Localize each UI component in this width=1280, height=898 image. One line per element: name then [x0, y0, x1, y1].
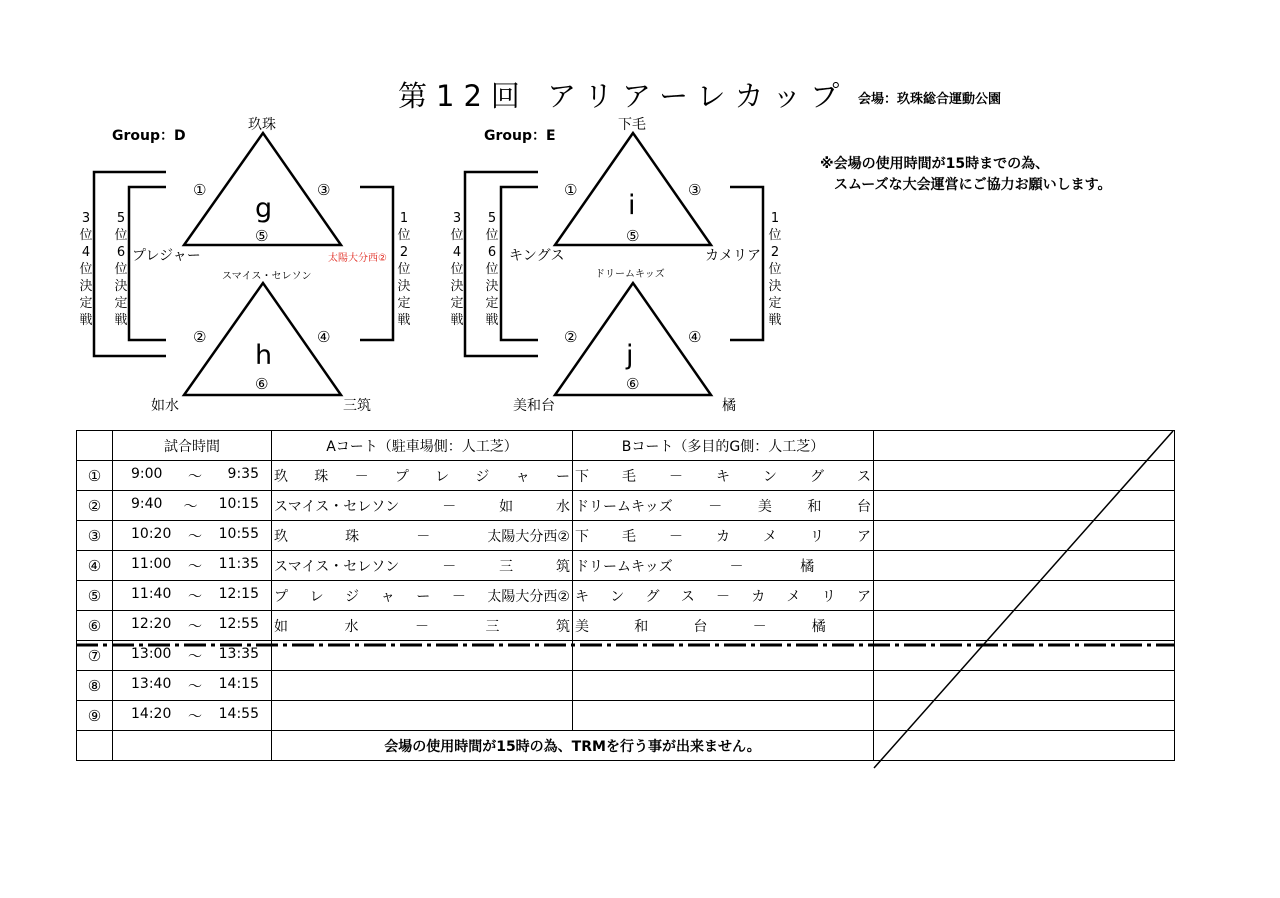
- court-b-match: [573, 581, 874, 611]
- bracket-label: 3位4位決定戦: [450, 211, 464, 328]
- match-text: レ: [309, 588, 324, 605]
- time-start: 9:40: [131, 495, 163, 512]
- time-start: 10:20: [131, 525, 172, 542]
- court-a-match: [272, 461, 573, 491]
- bracket-label: 3位4位決定戦: [79, 211, 93, 328]
- court-b-match: [573, 701, 874, 731]
- match-text: ン: [763, 468, 777, 485]
- venue-label: 会場：玖珠総合運動公園: [858, 92, 1002, 107]
- match-text: 珠: [345, 528, 360, 545]
- match-text: ア: [857, 528, 871, 545]
- match-text: 下: [575, 468, 589, 485]
- match-text: キ: [575, 588, 589, 605]
- court-b-match: [573, 551, 874, 581]
- match-text: カ: [716, 528, 730, 545]
- match-text: －: [729, 558, 744, 575]
- court-a-match: [272, 521, 573, 551]
- court-a-match: [272, 701, 573, 731]
- time-sep: ～: [188, 648, 202, 665]
- match-text: ジ: [475, 468, 490, 485]
- match-text: グ: [645, 588, 660, 605]
- match-text: 下: [575, 528, 589, 545]
- match-text: 橘: [800, 558, 815, 575]
- team-label: プレジャー: [132, 248, 201, 264]
- match-text: ジ: [345, 588, 360, 605]
- time-start: 14:20: [131, 705, 172, 722]
- time-sep: ～: [188, 468, 202, 485]
- team-label: 太陽大分西②: [328, 253, 387, 264]
- match-text: 三: [499, 558, 514, 575]
- time-sep: ～: [188, 678, 202, 695]
- match-text: －: [669, 528, 683, 545]
- match-marker: ③: [688, 181, 702, 199]
- match-time: [113, 551, 272, 581]
- match-text: メ: [763, 528, 777, 545]
- match-number: ⑧: [77, 671, 113, 701]
- team-label: スマイス・セレソン: [222, 271, 312, 282]
- match-text: ー: [416, 588, 431, 605]
- match-text: －: [442, 558, 457, 575]
- court-b-match: [573, 461, 874, 491]
- match-marker: ④: [688, 328, 702, 346]
- team-label: 三筑: [343, 398, 371, 414]
- match-marker: ③: [317, 181, 331, 199]
- team-label: 美和台: [513, 398, 555, 414]
- time-sep: ～: [188, 618, 202, 635]
- time-start: 12:20: [131, 615, 172, 632]
- match-text: レ: [435, 468, 450, 485]
- match-text: ス: [857, 468, 871, 485]
- court-a-match: [272, 581, 573, 611]
- page-title: 第12回 アリアーレカップ: [398, 79, 849, 113]
- time-end: 10:15: [218, 495, 259, 512]
- footer-note: 会場の使用時間が15時の為、TRMを行う事が出来ません。: [272, 731, 874, 761]
- match-time: [113, 491, 272, 521]
- team-label: カメリア: [705, 248, 761, 264]
- match-text: －: [415, 618, 429, 635]
- match-text: プ: [394, 468, 409, 485]
- match-marker: ②: [193, 328, 207, 346]
- match-text: ドリームキッズ: [575, 498, 673, 515]
- header-no: [77, 431, 113, 461]
- match-text: 太陽大分西②: [487, 528, 570, 545]
- match-number: ④: [77, 551, 113, 581]
- match-text: －: [669, 468, 683, 485]
- match-text: －: [752, 618, 767, 635]
- match-text: ス: [680, 588, 695, 605]
- bracket-label: 5位6位決定戦: [485, 211, 499, 328]
- match-text: －: [451, 588, 466, 605]
- match-text: －: [708, 498, 723, 515]
- match-marker: ①: [193, 181, 207, 199]
- bracket-label: 5位6位決定戦: [114, 211, 128, 328]
- team-label: 橘: [722, 398, 736, 414]
- time-sep: ～: [188, 528, 202, 545]
- time-start: 13:40: [131, 675, 172, 692]
- dash-dot-separator: [76, 640, 1176, 650]
- time-end: 10:55: [218, 525, 259, 542]
- match-time: [113, 611, 272, 641]
- court-b-match: [573, 491, 874, 521]
- group-diagrams: [0, 0, 1280, 430]
- match-text: －: [442, 498, 457, 515]
- court-a-match: [272, 491, 573, 521]
- match-text: 毛: [622, 468, 636, 485]
- bracket-label: 1位2位決定戦: [768, 211, 782, 328]
- match-number: ②: [77, 491, 113, 521]
- time-start: 9:00: [131, 465, 163, 482]
- time-sep: ～: [188, 558, 202, 575]
- time-sep: ～: [188, 708, 202, 725]
- match-number: ⑤: [77, 581, 113, 611]
- match-number: ⑦: [77, 641, 113, 671]
- match-number: ③: [77, 521, 113, 551]
- match-text: 三: [485, 618, 500, 635]
- notice-text: ※会場の使用時間が15時までの為、 スムーズな大会運営にご協力お願いします。: [820, 156, 1112, 193]
- time-sep: ～: [183, 498, 198, 515]
- team-label: 玖珠: [248, 117, 276, 133]
- group-d-label: Group：D: [112, 128, 186, 144]
- match-marker: ⑥: [255, 375, 269, 393]
- time-end: 11:35: [218, 555, 259, 572]
- match-text: リ: [810, 528, 824, 545]
- match-text: 水: [344, 618, 359, 635]
- match-text: －: [716, 588, 730, 605]
- match-time: [113, 701, 272, 731]
- group-letter: i: [628, 190, 636, 221]
- time-end: 13:35: [218, 645, 259, 662]
- match-text: 和: [634, 618, 649, 635]
- header-court-a: Aコート（駐車場側：人工芝）: [272, 431, 573, 461]
- match-marker: ⑥: [626, 375, 640, 393]
- match-text: リ: [821, 588, 836, 605]
- team-label: 下毛: [618, 117, 646, 133]
- time-end: 14:55: [218, 705, 259, 722]
- match-text: ドリームキッズ: [575, 558, 673, 575]
- match-text: 美: [757, 498, 772, 515]
- match-text: 筑: [556, 618, 570, 635]
- group-e-label: Group：E: [484, 128, 556, 144]
- team-label: キングス: [509, 248, 565, 264]
- match-text: ャ: [515, 468, 530, 485]
- match-text: 如: [499, 498, 514, 515]
- match-text: 台: [693, 618, 708, 635]
- time-start: 11:40: [131, 585, 172, 602]
- time-end: 9:35: [227, 465, 259, 482]
- match-text: 玖: [274, 528, 288, 545]
- group-letter: h: [255, 340, 273, 371]
- match-text: 毛: [622, 528, 636, 545]
- match-text: 如: [274, 618, 288, 635]
- time-start: 11:00: [131, 555, 172, 572]
- match-time: [113, 671, 272, 701]
- match-text: スマイス・セレソン: [274, 558, 400, 575]
- match-number: ⑥: [77, 611, 113, 641]
- match-text: 和: [807, 498, 822, 515]
- time-end: 12:55: [218, 615, 259, 632]
- team-label: 如水: [151, 398, 179, 414]
- time-end: 14:15: [218, 675, 259, 692]
- header-court-b: Bコート（多目的G側：人工芝）: [573, 431, 874, 461]
- match-marker: ④: [317, 328, 331, 346]
- match-text: 台: [856, 498, 871, 515]
- match-text: グ: [810, 468, 824, 485]
- match-marker: ⑤: [626, 227, 640, 245]
- match-time: [113, 461, 272, 491]
- match-time: [113, 521, 272, 551]
- diagonal-slash: [873, 430, 1175, 770]
- empty-cell: [113, 731, 272, 761]
- match-text: スマイス・セレソン: [274, 498, 400, 515]
- match-number: ⑨: [77, 701, 113, 731]
- court-a-match: [272, 671, 573, 701]
- header-time: 試合時間: [113, 431, 272, 461]
- match-text: 筑: [555, 558, 570, 575]
- court-b-match: [573, 671, 874, 701]
- match-text: 水: [555, 498, 570, 515]
- match-text: －: [354, 468, 369, 485]
- court-b-match: [573, 611, 874, 641]
- match-time: [113, 581, 272, 611]
- group-letter: g: [255, 193, 273, 224]
- match-text: 玖: [274, 468, 288, 485]
- match-text: メ: [786, 588, 801, 605]
- group-letter: j: [626, 340, 634, 371]
- match-text: プ: [274, 588, 288, 605]
- match-text: カ: [751, 588, 766, 605]
- bracket-label: 1位2位決定戦: [397, 211, 411, 328]
- court-a-match: [272, 611, 573, 641]
- match-text: 橘: [811, 618, 826, 635]
- match-text: ャ: [380, 588, 395, 605]
- time-start: 13:00: [131, 645, 172, 662]
- match-text: 珠: [314, 468, 329, 485]
- court-b-match: [573, 521, 874, 551]
- match-text: 太陽大分西②: [487, 588, 570, 605]
- match-marker: ②: [564, 328, 578, 346]
- match-text: ー: [555, 468, 570, 485]
- time-end: 12:15: [218, 585, 259, 602]
- match-marker: ①: [564, 181, 578, 199]
- match-text: ア: [857, 588, 871, 605]
- match-text: 美: [575, 618, 589, 635]
- match-text: キ: [716, 468, 730, 485]
- court-a-match: [272, 551, 573, 581]
- match-text: ン: [610, 588, 625, 605]
- match-text: －: [416, 528, 431, 545]
- empty-cell: [77, 731, 113, 761]
- team-label: ドリームキッズ: [595, 269, 665, 280]
- match-marker: ⑤: [255, 227, 269, 245]
- time-sep: ～: [188, 588, 202, 605]
- match-number: ①: [77, 461, 113, 491]
